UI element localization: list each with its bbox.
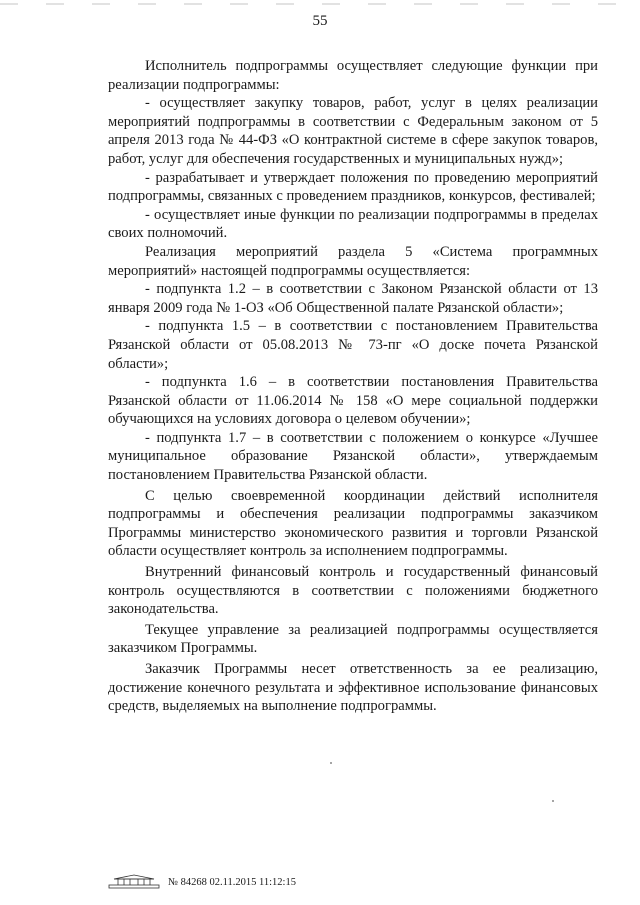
paragraph-item: - подпункта 1.5 – в соответствии с постановлением Правительства Рязанской области от 05.08.2013 № 73-пг «О доске почета Рязанской области»; — [108, 318, 598, 372]
paragraph-item: - подпункта 1.2 – в соответствии с Законом Рязанской области от 13 января 2009 года № 1-ОЗ «Об Общественной палате Рязанской области»; — [108, 281, 598, 316]
document-body — [108, 57, 598, 716]
scan-speck — [330, 762, 332, 764]
paragraph-responsibility: Заказчик Программы несет ответственность за ее реализацию, достижение конечного результата и эффективное использование финансовых средств, выделяемых на выполнение подпрограммы. — [108, 661, 598, 715]
paragraph-item: - разрабатывает и утверждает положения по проведению мероприятий подпрограммы, связанных с проведением праздников, конкурсов, фестивалей; — [108, 169, 598, 205]
registration-stamp: № 84268 02.11.2015 11:12:15 — [168, 876, 296, 888]
document-footer — [108, 872, 296, 892]
paragraph-item: - осуществляет иные функции по реализации подпрограммы в пределах своих полномочий. — [108, 206, 598, 242]
building-logo-icon — [108, 874, 160, 890]
paragraph-item: - подпункта 1.7 – в соответствии с положением о конкурсе «Лучшее муниципальное образование Рязанской области», утверждаемым постановлением Правительства Рязанской области. — [108, 429, 598, 484]
scan-speck — [552, 800, 554, 802]
paragraph-item: - осуществляет закупку товаров, работ, услуг в целях реализации мероприятий подпрограммы в соответствии с Федеральным законом от 5 апреля 2013 года № 44-ФЗ «О контрактной системе в сфере закупок товаров, работ, услуг для обеспечения государственных и муниципальных нужд»; — [108, 95, 598, 167]
paragraph-management: Текущее управление за реализацией подпрограммы осуществляется заказчиком Программы. — [108, 621, 598, 657]
paragraph-coordination: С целью своевременной координации действий исполнителя подпрограммы и обеспечения реализации подпрограммы заказчиком Программы министерство экономического развития и торговли Рязанской области осуществляет контроль за исполнением подпрограммы. — [108, 487, 598, 560]
page-number: 55 — [312, 13, 328, 29]
scan-artifact-line — [0, 3, 640, 5]
paragraph-control: Внутренний финансовый контроль и государственный финансовый контроль осуществляются в соответствии с положениями бюджетного законодательства. — [108, 564, 598, 618]
paragraph-implementation: Реализация мероприятий раздела 5 «Система программных мероприятий» настоящей подпрограммы осуществляется: — [108, 243, 598, 279]
paragraph-item: - подпункта 1.6 – в соответствии постановления Правительства Рязанской области от 11.06.2014 № 158 «О мере социальной поддержки обучающихся на условиях договора о целевом обучении»; — [108, 374, 598, 428]
paragraph-intro: Исполнитель подпрограммы осуществляет следующие функции при реализации подпрограммы: — [108, 58, 598, 93]
